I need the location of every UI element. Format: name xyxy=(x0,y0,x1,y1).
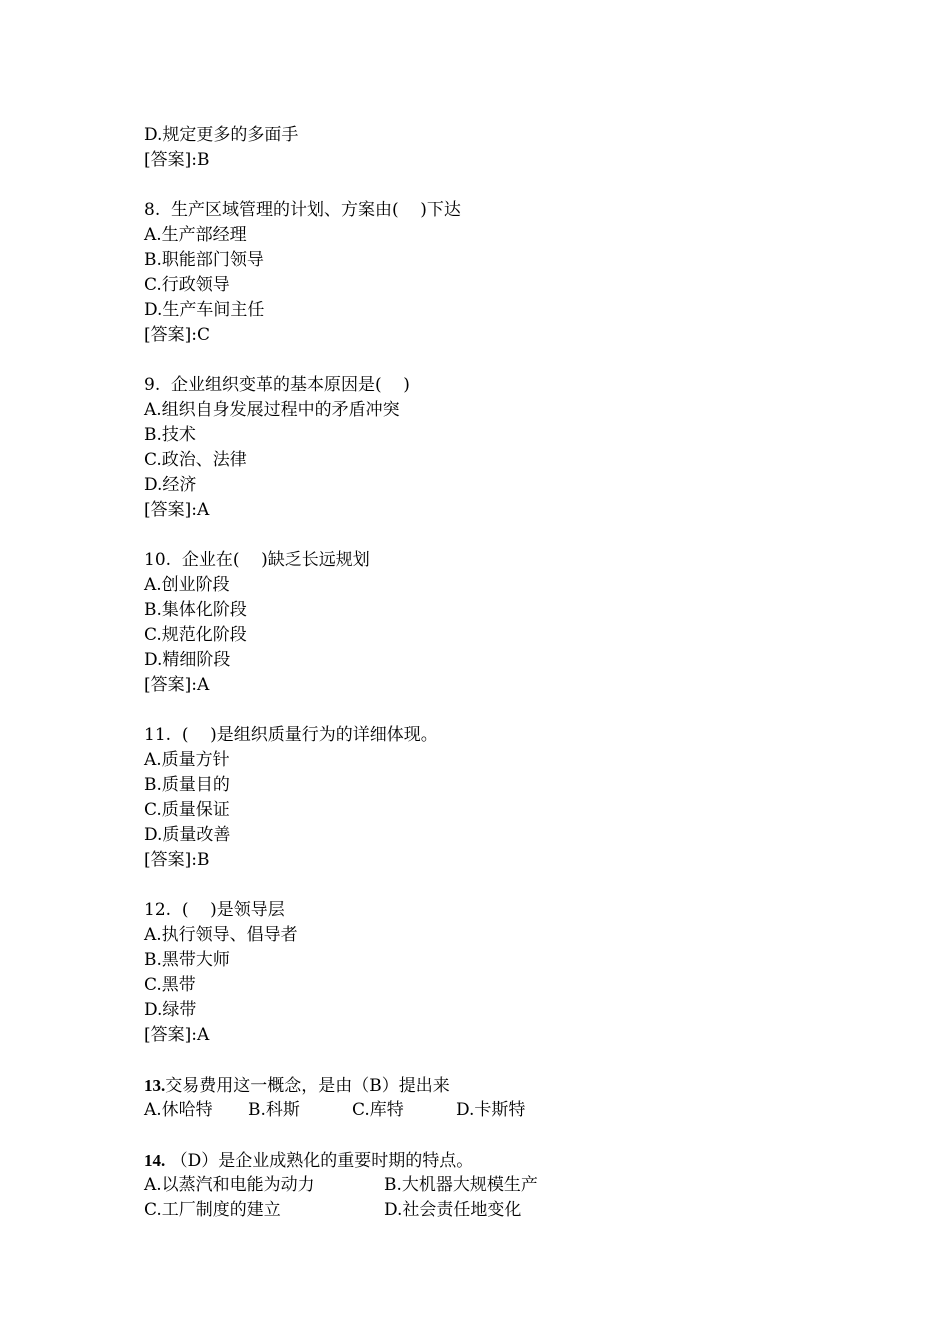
option-d: D.质量改善 xyxy=(144,825,231,845)
question-14 xyxy=(144,1148,844,1173)
answer-line: [答案]:A xyxy=(144,500,210,520)
answer-line: [答案]:B xyxy=(144,150,210,170)
option-c: C.质量保证 xyxy=(144,800,230,820)
option-a: A.执行领导、倡导者 xyxy=(144,925,298,945)
option-a: A.质量方针 xyxy=(144,750,230,770)
option-b: B.集体化阶段 xyxy=(144,600,247,620)
answer-line: [答案]:A xyxy=(144,675,210,695)
answer-line: [答案]:A xyxy=(144,1025,210,1045)
question-8: 8. 生产区域管理的计划、方案由( )下达 xyxy=(144,200,461,220)
option-b: B.技术 xyxy=(144,425,196,445)
option-d: D.社会责任地变化 xyxy=(384,1200,522,1220)
options-row xyxy=(144,1173,844,1198)
option-d: D.绿带 xyxy=(144,1000,197,1020)
option-a: A.以蒸汽和电能为动力 xyxy=(144,1175,315,1195)
option-b: B.质量目的 xyxy=(144,775,230,795)
question-9: 9. 企业组织变革的基本原因是( ) xyxy=(144,375,410,395)
question-number: 13. xyxy=(144,1076,166,1095)
question-12: 12. ( )是领导层 xyxy=(144,900,285,920)
question-number: 14. xyxy=(144,1151,166,1170)
option-d: D.卡斯特 xyxy=(456,1100,526,1120)
option-c: C.政治、法律 xyxy=(144,450,247,470)
option-b: B.大机器大规模生产 xyxy=(384,1175,538,1195)
option-d: D.规定更多的多面手 xyxy=(144,125,299,145)
option-c: C.行政领导 xyxy=(144,275,230,295)
document-page xyxy=(144,123,844,1223)
question-text: 交易费用这一概念，是由（B）提出来 xyxy=(165,1076,450,1096)
option-c: C.黑带 xyxy=(144,975,196,995)
option-b: B.黑带大师 xyxy=(144,950,230,970)
option-d: D.经济 xyxy=(144,475,197,495)
question-10: 10. 企业在( )缺乏长远规划 xyxy=(144,550,370,570)
question-11: 11. ( )是组织质量行为的详细体现。 xyxy=(144,725,438,745)
option-b: B.科斯 xyxy=(248,1100,300,1120)
option-c: C.规范化阶段 xyxy=(144,625,247,645)
option-a: A.组织自身发展过程中的矛盾冲突 xyxy=(144,400,400,420)
options-row xyxy=(144,1098,844,1123)
question-text: （D）是企业成熟化的重要时期的特点。 xyxy=(165,1151,474,1171)
option-c: C.工厂制度的建立 xyxy=(144,1200,281,1220)
answer-line: [答案]:B xyxy=(144,850,210,870)
option-c: C.库特 xyxy=(352,1100,404,1120)
option-d: D.精细阶段 xyxy=(144,650,231,670)
option-a: A.生产部经理 xyxy=(144,225,247,245)
option-a: A.创业阶段 xyxy=(144,575,230,595)
question-13 xyxy=(144,1073,844,1098)
option-b: B.职能部门领导 xyxy=(144,250,264,270)
option-d: D.生产车间主任 xyxy=(144,300,265,320)
option-a: A.休哈特 xyxy=(144,1100,213,1120)
answer-line: [答案]:C xyxy=(144,325,210,345)
options-row xyxy=(144,1198,844,1223)
